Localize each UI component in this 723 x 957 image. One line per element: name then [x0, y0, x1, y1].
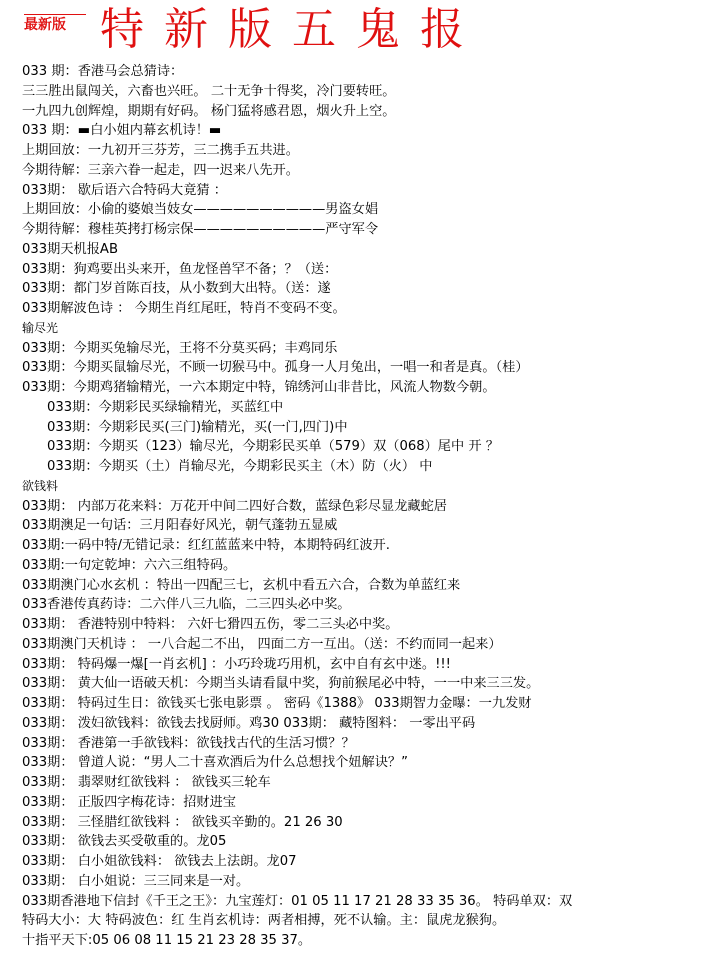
- text-line: 033期：今期鸡猪输精光，一六本期定中特，锦绣河山非昔比，风流人物数今朝。: [22, 380, 496, 395]
- text-line: 三三胜出鼠闯关，六畜也兴旺。 二十无争十得奖，冷门要转旺。: [22, 83, 396, 99]
- text-line: 今期待解：穆桂英拷打杨宗保——————————严守军令: [22, 222, 379, 237]
- text-line: 033 期：香港马会总猜诗：: [22, 64, 184, 79]
- text-line: 033期天机报AB: [22, 241, 118, 257]
- text-line: 033期澳足一句话：三月阳春好风光，朝气蓬勃五显威: [22, 518, 338, 534]
- text-line: 033期： 翡翠财红欲钱料 ： 欲钱买三轮车: [22, 775, 271, 790]
- header: [0, 0, 723, 62]
- text-line: 033期： 内部万花来料：万花开中间二四好合数，蓝绿色彩尽显龙藏蛇居: [22, 498, 447, 514]
- text-line: 033期： 香港特别中特料： 六奸七猾四五伤，零二三头必中奖。: [22, 617, 399, 632]
- text-line: 033期：今期买鼠输尽光，不顾一切猴马中。孤身一人月兔出，一唱一和者是真。（桂）: [22, 360, 529, 376]
- text-line: 033期： 正版四字梅花诗：招财进宝: [22, 794, 236, 810]
- text-line: 一九四九创辉煌，期期有好码。 杨门猛将感君恩，烟火升上空。: [22, 103, 396, 119]
- text-line: 033期:一码中特/无错记录：红红蓝蓝来中特，本期特码红波开.: [22, 538, 390, 553]
- text-line: 033期澳门心水玄机 ：特出一四配三七，玄机中看五六合，合数为单蓝红来: [22, 577, 461, 593]
- text-line: 033期： 特码爆一爆[一肖玄机] ：小巧玲珑巧用机，玄中自有玄中迷。!!!: [22, 656, 451, 672]
- text-line: 欲钱料: [22, 478, 59, 493]
- text-line: 033期： 歇后语六合特码大竟猜 ：: [22, 182, 227, 198]
- text-line: 今期待解：三亲六眷一起走，四一迟来八先开。: [22, 162, 299, 178]
- text-line: 033期： 三怪腊红欲钱料 ： 欲钱买辛勤的。21 26 30: [22, 814, 343, 830]
- text-line: 输尽光: [22, 320, 59, 335]
- text-line: 033期： 泼妇欲钱料：欲钱去找厨师。鸡30 033期： 藏特图料： 一零出平码: [22, 715, 476, 731]
- text-line: 033期：都门岁首陈百技，从小数到大出特。（送：遂: [22, 281, 331, 297]
- text-line: 上期回放：一九初开三芬芳，三二携手五共进。: [22, 143, 299, 158]
- content-body: [22, 62, 712, 951]
- text-line: 033期： 香港第一手欲钱料：欲钱找古代的生活习惯？？: [22, 735, 355, 751]
- text-line: 033期： 欲钱去买受敬重的。龙05: [22, 834, 227, 850]
- text-line: 033香港传真药诗：二六伴八三九临，二三四头必中奖。: [22, 597, 351, 613]
- text-line: 033期： 白小姐欲钱料： 欲钱去上法朗。龙07: [22, 854, 297, 869]
- text-line: 033期澳门天机诗 ： 一八合起二不出， 四面二方一互出。（送：不约而同一起来）: [22, 636, 502, 652]
- text-line: 033期： 白小姐说：三三同来是一对。: [22, 873, 250, 889]
- text-line: 033期：今期买（土）肖输尽光，今期彩民买主（木）防（火） 中: [47, 459, 433, 474]
- text-line: 033 期：▬白小姐内幕玄机诗！▬: [22, 123, 222, 139]
- text-line: 033期：今期买兔输尽光，王将不分莫买码；丰鸡同乐: [22, 340, 338, 356]
- text-line: 特码大小：大 特码波色：红 生肖玄机诗：两者相搏，死不认输。主：鼠虎龙猴狗。: [22, 913, 506, 929]
- text-line: 033期：狗鸡要出头来开，鱼龙怪兽罕不备；？（送：: [22, 261, 338, 277]
- text-line: 033期： 黄大仙一语破天机：今期当头请看鼠中奖，狗前猴尾必中特，一一中来三三发。: [22, 676, 540, 692]
- text-line: 033期：今期彩民买(三门)输精光，买(一门,四门)中: [47, 419, 348, 435]
- text-line: 033期解波色诗 ： 今期生肖红尾旺，特肖不变码不变。: [22, 301, 346, 316]
- text-line: 033期:一句定乾坤：六六三组特码。: [22, 557, 237, 573]
- page-title: 特新版五鬼报: [100, 4, 484, 55]
- text-line: 033期： 特码过生日：欲钱买七张电影票 。 密码《1388》 033期智力金曝：一九发财: [22, 696, 532, 711]
- text-line: 033期香港地下信封《千王之王》：九宝莲灯：01 05 11 17 21 28 33 35 36。 特码单双：双: [22, 893, 573, 909]
- edition-badge: 最新版: [24, 17, 66, 33]
- text-line: 033期：今期买（123）输尽光，今期彩民买单（579）双（068）尾中 开 ？: [47, 439, 499, 455]
- text-line: 033期：今期彩民买绿输精光，买蓝红中: [47, 399, 284, 415]
- text-line: 上期回放：小偷的婆娘当妓女——————————男盗女娼: [22, 202, 379, 218]
- text-line: 033期： 曾道人说：“男人二十喜欢酒后为什么总想找个妞解诀？”: [22, 755, 408, 771]
- text-line: 十指平天下:05 06 08 11 15 21 23 28 35 37。: [22, 933, 312, 948]
